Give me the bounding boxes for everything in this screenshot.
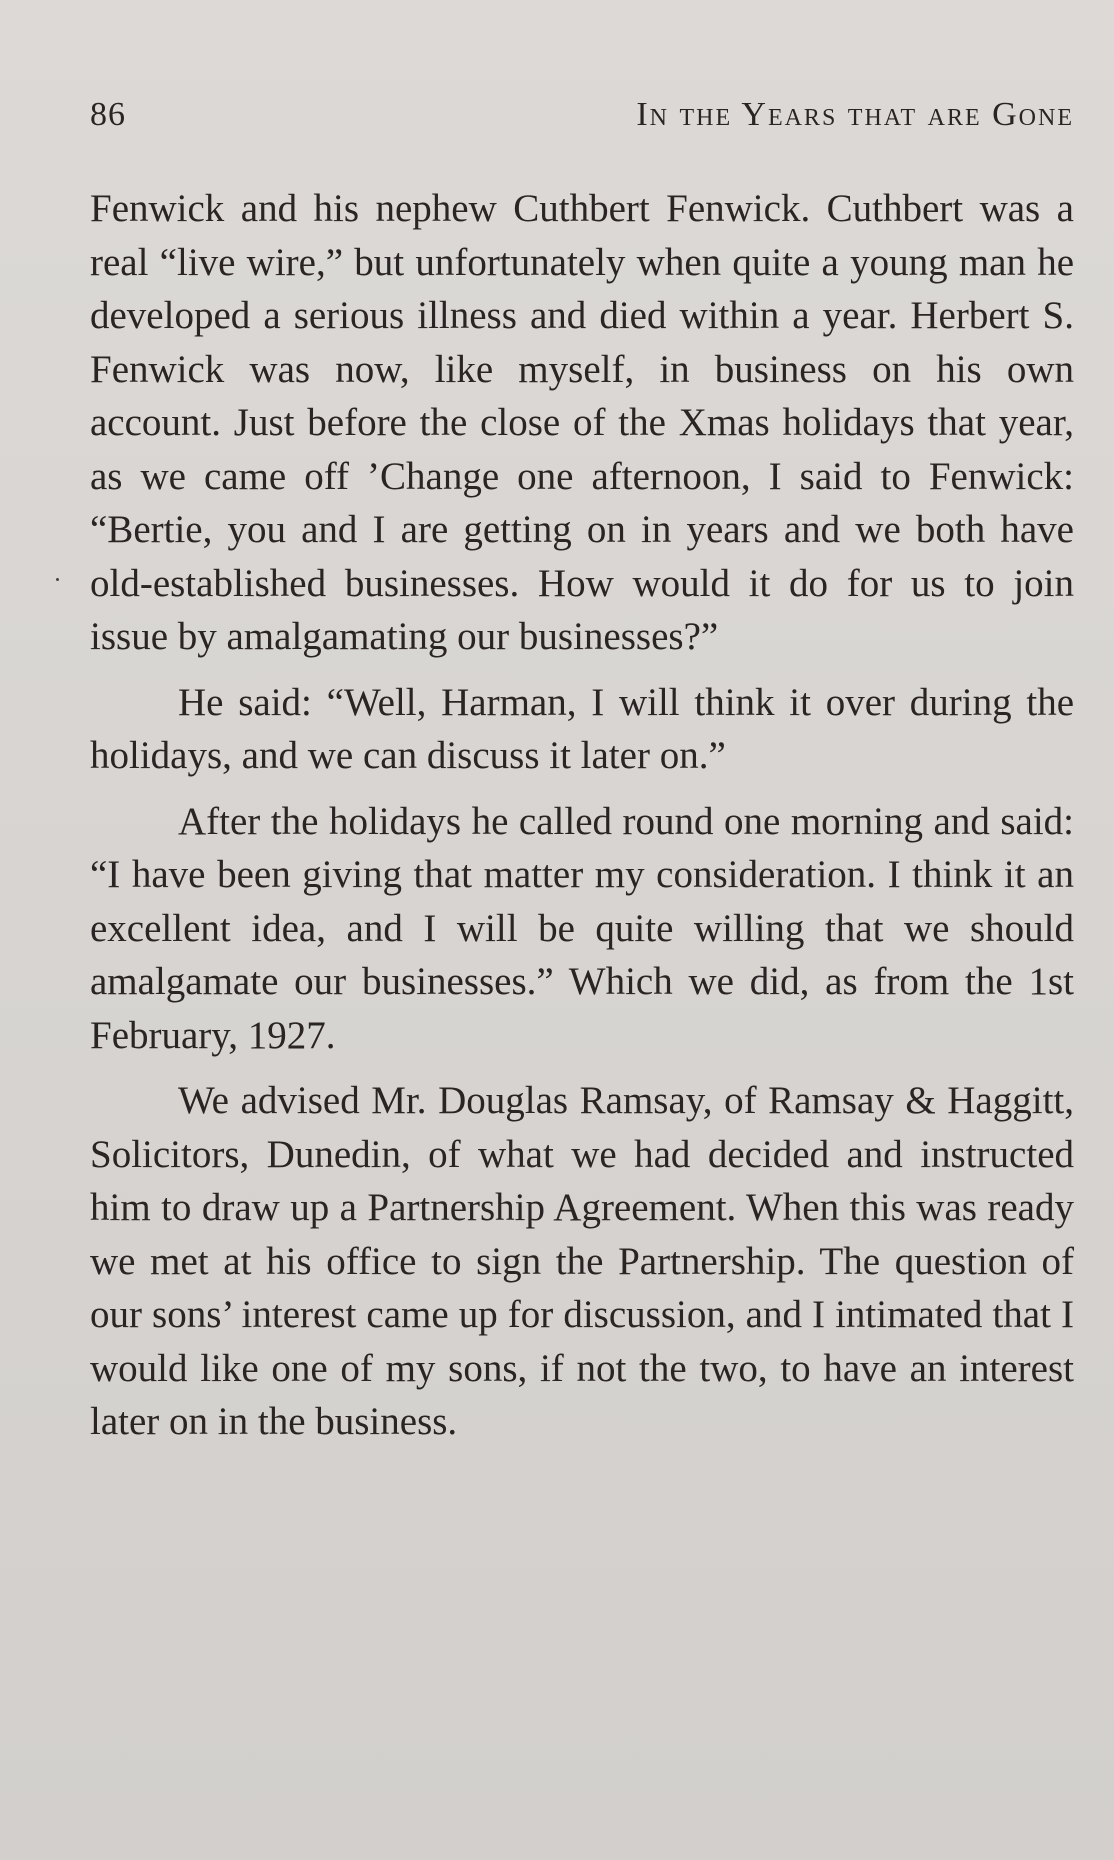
paragraph-4: We advised Mr. Douglas Ramsay, of Ramsay & Haggitt, Solicitors, Dunedin, of what we had decided and instructed him to draw up a Partnership Agreement. When this was ready we met at his office to sign the Partnership. The question of our sons’ interest came up for discussion, and I intimated that I would like one of my sons, if not the two, to have an interest later on in the business. xyxy=(90,1079,1074,1443)
paragraph-1: Fenwick and his nephew Cuthbert Fenwick. Cuthbert was a real “live wire,” but unfortunately when quite a young man he developed a serious illness and died within a year. Herbert S. Fenwick was now, like myself, in business on his own account. Just before the close of the Xmas holidays that year, as we came off ’Change one afternoon, I said to Fenwick: “Bertie, you and I are getting on in years and we both have old-established businesses. How would it do for us to join issue by amalgamating our businesses?” xyxy=(90,187,1074,658)
running-title: In the Years that are Gone xyxy=(636,96,1074,133)
running-head xyxy=(90,96,1074,146)
margin-mark xyxy=(56,578,59,581)
paragraph-3: After the holidays he called round one morning and said: “I have been giving that matter my consideration. I think it an excellent idea, and I will be quite willing that we should amalgamate our businesses.” Which we did, as from the 1st February, 1927. xyxy=(90,799,1074,1057)
body-text xyxy=(90,182,1074,1449)
paragraph-2: He said: “Well, Harman, I will think it over during the holidays, and we can discuss it later on.” xyxy=(90,680,1074,777)
page-number: 86 xyxy=(90,96,126,133)
